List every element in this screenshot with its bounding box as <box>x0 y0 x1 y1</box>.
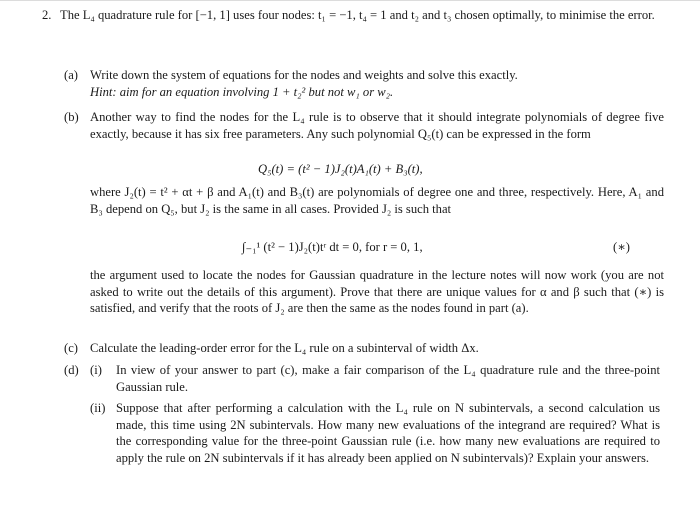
part-a <box>64 67 664 100</box>
exam-question-page <box>0 1 700 508</box>
part-d-i <box>90 362 660 395</box>
part-a-hint: Hint: aim for an equation involving 1 + t₂² but not w₁ or w₂. <box>90 84 394 99</box>
part-d-ii-label: (ii) <box>90 401 106 415</box>
part-b-label: (b) <box>64 110 79 124</box>
part-b-text3: the argument used to locate the nodes for Gaussian quadrature in the lecture notes will now work (you are not asked to write out the details of this argument). Prove that there are unique values for α and β such that (∗) is satisfied, and verify that the roots of J₂ are then the same as the nodes found in part (a). <box>90 268 664 316</box>
question-number: 2. <box>42 8 52 22</box>
part-b-cont2 <box>64 267 664 317</box>
question-intro: The L₄ quadrature rule for [−1, 1] uses four nodes: t₁ = −1, t₄ = 1 and t₂ and t₃ chosen optimally, to minimise the error. <box>60 8 655 22</box>
equation-tag: (∗) <box>613 240 630 254</box>
part-d-i-label: (i) <box>90 363 102 377</box>
part-b-text1: Another way to find the nodes for the L₄ rule is to observe that it should integrate polynomials of degree five exactly, because it has six free parameters. Any such polynomial Q₅(t) can be expressed in the form <box>90 110 664 141</box>
equation-integral: ∫₋₁¹ (t² − 1)J₂(t)tʳ dt = 0, for r = 0, 1, <box>242 240 423 254</box>
part-d-label: (d) <box>64 363 79 377</box>
equation-q5: Q₅(t) = (t² − 1)J₂(t)A₁(t) + B₃(t), <box>258 162 423 176</box>
part-c <box>64 340 664 357</box>
part-b-text2: where J₂(t) = t² + αt + β and A₁(t) and B₃(t) are polynomials of degree one and three, respectively. Here, A₁ and B₃ depend on Q₅, but J₂ is the same in all cases. Provided J₂ is such that <box>90 185 664 216</box>
part-a-label: (a) <box>64 68 78 82</box>
part-d-i-text: In view of your answer to part (c), make a fair comparison of the L₄ quadrature rule and the three-point Gaussian rule. <box>116 363 660 394</box>
part-d-ii-text: Suppose that after performing a calculation with the L₄ rule on N subintervals, a second calculation us made, this time using 2N subintervals. How many new evaluations of the integrand are required? What is the corresponding value for the three-point Gaussian rule (i.e. how many new evaluations are required to apply the rule on 2N subintervals if it has already been applied on N subintervals)? Explain your answers. <box>116 401 660 465</box>
part-b <box>64 109 664 142</box>
part-c-text: Calculate the leading-order error for the L₄ rule on a subinterval of width Δx. <box>90 341 479 355</box>
part-a-text: Write down the system of equations for the nodes and weights and solve this exactly. <box>90 68 518 82</box>
part-b-cont <box>64 184 664 217</box>
part-c-label: (c) <box>64 341 78 355</box>
part-d-ii <box>90 400 660 466</box>
